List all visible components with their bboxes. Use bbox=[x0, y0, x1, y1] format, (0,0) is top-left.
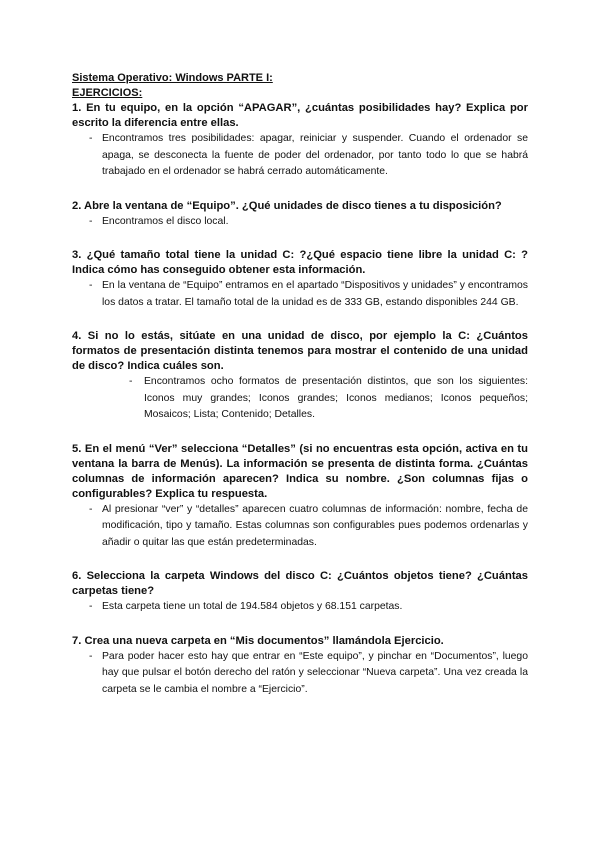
answer-3-text: En la ventana de “Equipo” entramos en el apartado “Dispositivos y unidades” y encontramos los datos a tratar. El tamaño total de la unidad es de 333 GB, estando disponibles 244 GB. bbox=[102, 280, 528, 308]
bullet-dash: - bbox=[129, 376, 133, 387]
bullet-dash: - bbox=[89, 503, 93, 515]
answer-6-text: Esta carpeta tiene un total de 194.584 objetos y 68.151 carpetas. bbox=[102, 601, 403, 612]
exercise-7 bbox=[72, 634, 528, 699]
question-3: 3. ¿Qué tamaño total tiene la unidad C: ?¿Qué espacio tiene libre la unidad C: ? Indica cómo has conseguido obtener esta información. bbox=[72, 249, 528, 276]
bullet-dash: - bbox=[89, 280, 93, 291]
answer-7-text: Para poder hacer esto hay que entrar en “Este equipo”, y pinchar en “Documentos”, luego hay que pulsar el botón derecho del ratón y seleccionar “Nueva carpeta”. Una vez creada la carpeta se le cambia el nombre a “Ejercicio”. bbox=[102, 650, 528, 695]
answer-4 bbox=[72, 374, 528, 424]
document-page bbox=[72, 71, 528, 698]
exercises-heading: EJERCICIOS: bbox=[72, 87, 143, 99]
exercise-5 bbox=[72, 442, 528, 552]
answer-7 bbox=[72, 649, 528, 699]
question-4: 4. Si no lo estás, sitúate en una unidad de disco, por ejemplo la C: ¿Cuántos formatos de presentación distinta tenemos para mostrar el contenido de una unidad de disco? Indica cuáles son. bbox=[72, 330, 528, 372]
bullet-dash: - bbox=[89, 133, 93, 144]
bullet-dash: - bbox=[89, 650, 93, 662]
question-2: 2. Abre la ventana de “Equipo”. ¿Qué unidades de disco tienes a tu disposición? bbox=[72, 199, 502, 212]
exercise-3 bbox=[72, 248, 528, 311]
exercise-2 bbox=[72, 199, 528, 231]
answer-2 bbox=[72, 214, 528, 231]
answer-3 bbox=[72, 278, 528, 311]
answer-1 bbox=[72, 131, 528, 181]
exercise-4 bbox=[72, 329, 528, 424]
answer-6 bbox=[72, 599, 528, 616]
bullet-dash: - bbox=[89, 601, 93, 612]
exercise-1 bbox=[72, 101, 528, 181]
answer-5-text: Al presionar “ver” y “detalles” aparecen cuatro columnas de información: nombre, fecha de modificación, tipo y tamaño. Estas columnas son configurables pues podemos ordenarlas y añadir o quitar las que están predeterminadas. bbox=[102, 503, 528, 548]
document-title: Sistema Operativo: Windows PARTE I: bbox=[72, 72, 273, 84]
answer-1-text: Encontramos tres posibilidades: apagar, reiniciar y suspender. Cuando el ordenador se apaga, se desconecta la fuente de poder del ordenador, por tanto todo lo que se habrá trabajado en el ordenador se habrá cerrado automáticamente. bbox=[102, 133, 528, 177]
exercise-6 bbox=[72, 569, 528, 616]
question-1: 1. En tu equipo, en la opción “APAGAR”, ¿cuántas posibilidades hay? Explica por escrito la diferencia entre ellas. bbox=[72, 102, 528, 129]
question-5: 5. En el menú “Ver” selecciona “Detalles” (si no encuentras esta opción, activa en tu ventana la barra de Menús). La información se presenta de distinta forma. ¿Cuántas columnas de información aparecen? Indica su nombre. ¿Son columnas fijas o configurables? Explica tu respuesta. bbox=[72, 442, 528, 500]
bullet-dash: - bbox=[89, 215, 93, 227]
question-6: 6. Selecciona la carpeta Windows del disco C: ¿Cuántos objetos tiene? ¿Cuántas carpetas tiene? bbox=[72, 570, 528, 597]
answer-4-text: Encontramos ocho formatos de presentación distintos, que son los siguientes: Iconos muy grandes; Iconos grandes; Iconos medianos; Iconos pequeños; Mosaicos; Lista; Contenido; Detalles. bbox=[144, 376, 528, 420]
answer-2-text: Encontramos el disco local. bbox=[102, 215, 229, 227]
answer-5 bbox=[72, 502, 528, 552]
question-7: 7. Crea una nueva carpeta en “Mis documentos” llamándola Ejercicio. bbox=[72, 634, 444, 647]
